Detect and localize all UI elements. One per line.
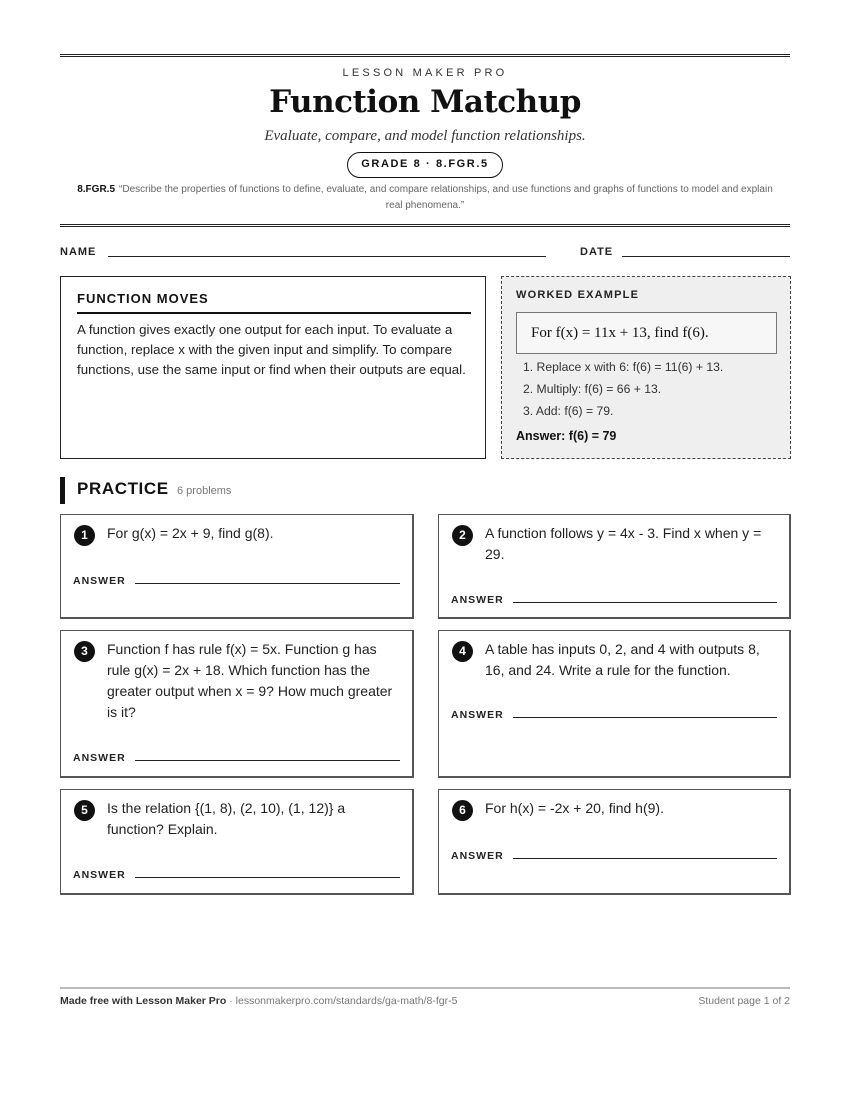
answer-label: ANSWER: [73, 575, 126, 587]
function-moves-title: FUNCTION MOVES: [77, 291, 209, 306]
problem-card: [60, 630, 414, 778]
problem-card: [438, 630, 791, 778]
date-field[interactable]: [622, 256, 790, 257]
function-moves-text: A function gives exactly one output for each input. To evaluate a function, replace x with the given input and simplify. To compare functions, use the same input or find when their outputs are equal.: [77, 322, 466, 377]
footer-made-with: Made free with Lesson Maker Pro: [60, 995, 227, 1007]
answer-field[interactable]: [513, 602, 777, 603]
answer-label: ANSWER: [73, 752, 126, 764]
grade-badge: GRADE 8 · 8.FGR.5: [347, 152, 503, 178]
answer-field[interactable]: [135, 877, 400, 878]
brand-name: LESSON MAKER PRO: [342, 67, 508, 79]
worked-example-problem: For f(x) = 11x + 13, find f(6).: [516, 312, 777, 354]
date-label: DATE: [580, 246, 614, 258]
problem-number: 4: [452, 641, 473, 662]
footer-credit: [60, 995, 457, 1007]
top-double-rule: [60, 54, 790, 58]
problem-text: Function f has rule f(x) = 5x. Function g has rule g(x) = 2x + 18. Which function has the greater output when x = 9? How much greater is it?: [107, 641, 393, 720]
answer-field[interactable]: [513, 717, 777, 718]
problem-number: 6: [452, 800, 473, 821]
function-moves-divider: [77, 312, 471, 314]
problem-number: 1: [74, 525, 95, 546]
practice-accent-bar: [60, 477, 65, 504]
page-subtitle: Evaluate, compare, and model function relationships.: [264, 128, 586, 144]
standard-text: “Describe the properties of functions to define, evaluate, and compare relationships, and use functions and graphs of functions to model and explain real phenomena.”: [119, 184, 773, 211]
problem-card: [60, 789, 414, 895]
page-title: Function Matchup: [269, 84, 581, 120]
function-moves-box: [60, 276, 486, 459]
problem-text: A function follows y = 4x - 3. Find x when y = 29.: [485, 525, 762, 562]
answer-field[interactable]: [135, 760, 400, 761]
name-field[interactable]: [108, 256, 546, 257]
problem-text: For h(x) = -2x + 20, find h(9).: [485, 800, 664, 816]
answer-label: ANSWER: [451, 594, 504, 606]
worked-example-step: 2. Multiply: f(6) = 66 + 13.: [523, 382, 662, 396]
worked-example-step: 1. Replace x with 6: f(6) = 11(6) + 13.: [523, 360, 724, 374]
problem-number: 5: [74, 800, 95, 821]
problem-card: [438, 514, 791, 619]
problem-number: 2: [452, 525, 473, 546]
worked-example-answer: Answer: f(6) = 79: [516, 429, 617, 443]
standard-description: [68, 182, 782, 214]
footer-page-number: Student page 1 of 2: [698, 995, 790, 1007]
name-label: NAME: [60, 246, 97, 258]
problem-text: A table has inputs 0, 2, and 4 with outputs 8, 16, and 24. Write a rule for the function.: [485, 641, 760, 678]
problem-text: Is the relation {(1, 8), (2, 10), (1, 12)} a function? Explain.: [107, 800, 346, 837]
practice-count: 6 problems: [177, 485, 232, 497]
problem-text: For g(x) = 2x + 9, find g(8).: [107, 525, 274, 541]
problem-card: [60, 514, 414, 619]
header-bottom-rule: [60, 224, 790, 228]
answer-label: ANSWER: [73, 869, 126, 881]
answer-label: ANSWER: [451, 850, 504, 862]
footer-url[interactable]: · lessonmakerpro.com/standards/ga-math/8-fgr-5: [226, 995, 458, 1007]
worked-example-step: 3. Add: f(6) = 79.: [523, 404, 614, 418]
practice-heading: PRACTICE: [77, 479, 169, 498]
answer-field[interactable]: [513, 858, 777, 859]
problem-card: [438, 789, 791, 895]
answer-label: ANSWER: [451, 709, 504, 721]
standard-code: 8.FGR.5: [77, 184, 116, 195]
worked-example-title: WORKED EXAMPLE: [516, 289, 640, 301]
worked-example-box: [501, 276, 791, 459]
problem-number: 3: [74, 641, 95, 662]
answer-field[interactable]: [135, 583, 400, 584]
footer-rule: [60, 987, 790, 989]
